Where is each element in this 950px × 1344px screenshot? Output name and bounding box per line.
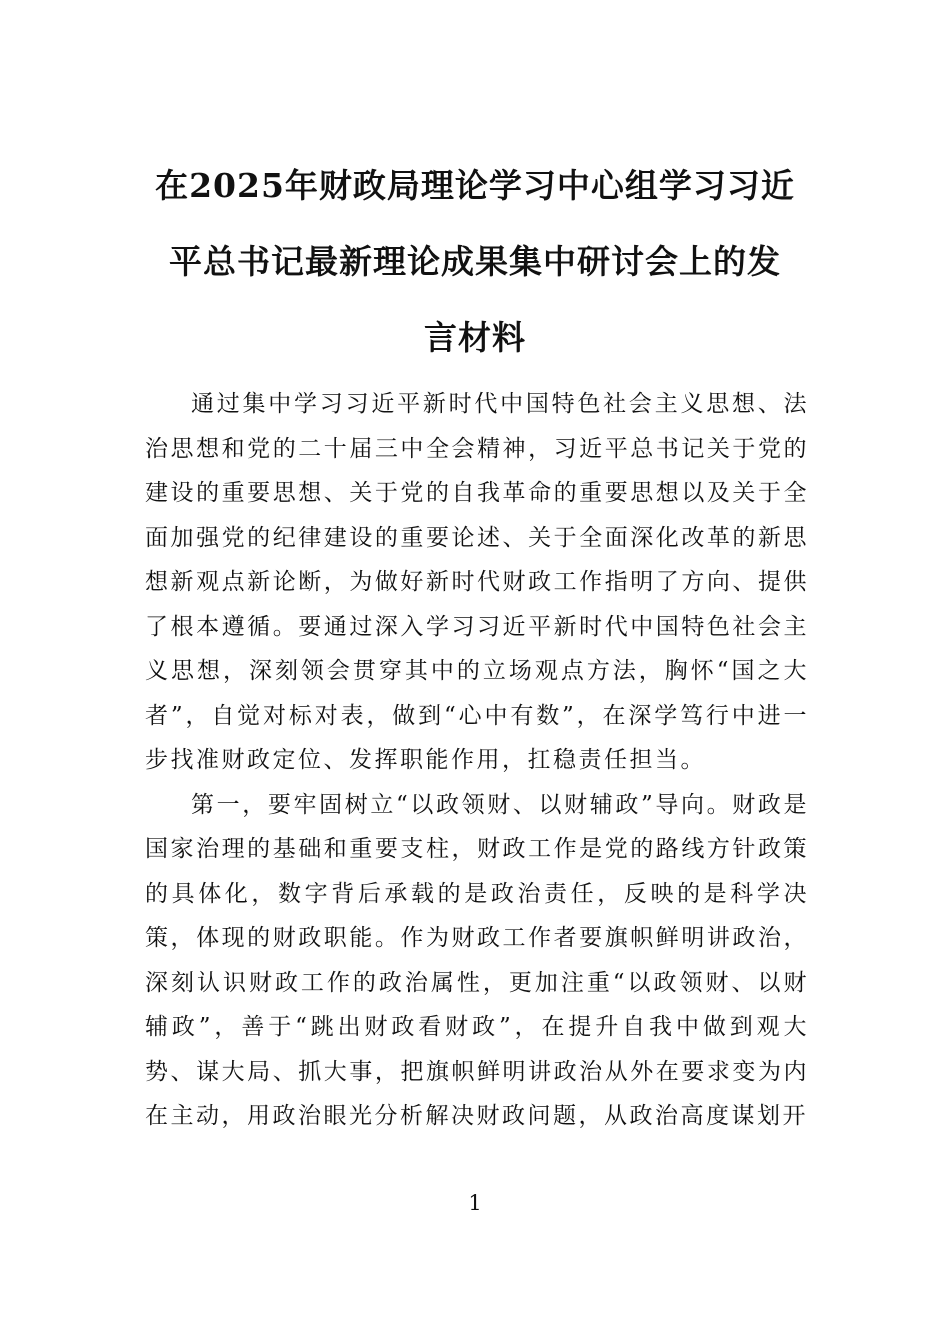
document-body [145,382,809,1139]
title-line-2: 平总书记最新理论成果集中研讨会上的发 [169,242,781,281]
title-line-3: 言材料 [424,318,526,357]
document-title [130,148,820,376]
page-number: 1 [468,1191,482,1215]
paragraph-1: 通过集中学习习近平新时代中国特色社会主义思想、法治思想和党的二十届三中全会精神，习近平总书记关于党的建设的重要思想、关于党的自我革命的重要思想以及关于全面加强党的纪律建设的重要论述、关于全面深化改革的新思想新观点新论断，为做好新时代财政工作指明了方向、提供了根本遵循。要通过深入学习习近平新时代中国特色社会主义思想，深刻领会贯穿其中的立场观点方法，胸怀“国之大者”，自觉对标对表，做到“心中有数”，在深学笃行中进一步找准财政定位、发挥职能作用，扛稳责任担当。 [145,391,809,773]
paragraph-2: 第一，要牢固树立“以政领财、以财辅政”导向。财政是国家治理的基础和重要支柱，财政工作是党的路线方针政策的具体化，数字背后承载的是政治责任，反映的是科学决策，体现的财政职能。作为财政工作者要旗帜鲜明讲政治，深刻认识财政工作的政治属性，更加注重“以政领财、以财辅政”，善于“跳出财政看财政”，在提升自我中做到观大势、谋大局、抓大事，把旗帜鲜明讲政治从外在要求变为内在主动，用政治眼光分析解决财政问题，从政治高度谋划开 [145,791,809,1129]
title-line-1: 在2025年财政局理论学习中心组学习习近 [155,166,795,205]
